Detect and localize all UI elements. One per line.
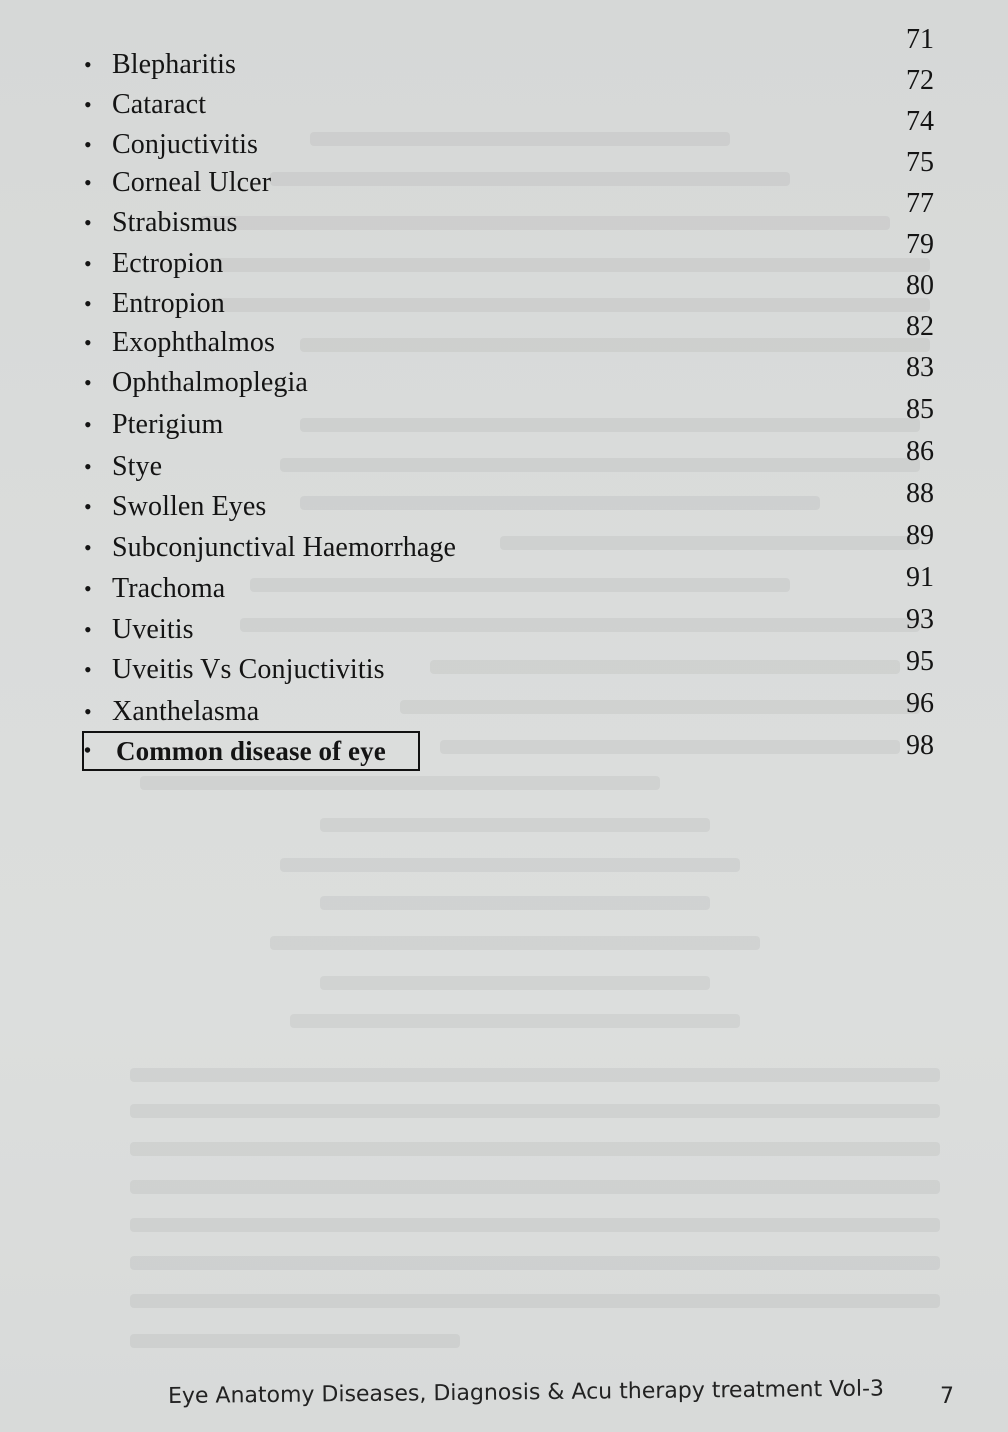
toc-page-number: 95 xyxy=(906,646,934,677)
toc-entry-cataract xyxy=(84,86,206,124)
bullet: • xyxy=(84,454,92,479)
bullet: • xyxy=(84,170,92,195)
toc-page-number: 88 xyxy=(906,478,934,509)
bullet: • xyxy=(84,52,92,77)
toc-entry-common-disease-of-eye xyxy=(82,731,420,771)
toc-entry-conjuctivitis xyxy=(84,126,258,164)
toc-entry-label: Ophthalmoplegia xyxy=(112,367,308,398)
footer-page-number: 7 xyxy=(940,1384,954,1409)
toc-entry-stye xyxy=(84,448,162,486)
toc-entry-strabismus xyxy=(84,204,237,242)
toc-page-number: 93 xyxy=(906,604,934,635)
toc-entry-label: Trachoma xyxy=(112,573,226,604)
toc-entry-label: Xanthelasma xyxy=(112,696,260,727)
bullet: • xyxy=(84,535,92,560)
toc-entry-label: Blepharitis xyxy=(112,49,236,80)
toc-page-number: 83 xyxy=(906,352,934,383)
bullet: • xyxy=(84,494,92,519)
toc-page-number: 82 xyxy=(906,311,934,342)
bullet: • xyxy=(84,740,92,762)
bullet: • xyxy=(84,210,92,235)
bullet: • xyxy=(84,576,92,601)
toc-entry-swollen-eyes xyxy=(84,488,266,526)
toc-page-number: 77 xyxy=(906,188,934,219)
bullet: • xyxy=(84,92,92,117)
toc-entry-trachoma xyxy=(84,570,225,608)
toc-entry-entropion xyxy=(84,285,225,323)
toc-entry-uveitis xyxy=(84,611,194,649)
toc-page-number: 72 xyxy=(906,65,934,96)
toc-entry-corneal-ulcer xyxy=(84,164,271,202)
toc-entry-label: Uveitis xyxy=(112,614,194,645)
bullet: • xyxy=(84,291,92,316)
bullet: • xyxy=(84,132,92,157)
toc-page-number: 71 xyxy=(906,24,934,55)
toc-entry-blepharitis xyxy=(84,46,236,84)
toc-page-number: 86 xyxy=(906,436,934,467)
bullet: • xyxy=(84,657,92,682)
toc-entry-exophthalmos xyxy=(84,324,275,362)
bullet: • xyxy=(84,699,92,724)
toc-entry-label: Swollen Eyes xyxy=(112,491,267,522)
toc-page-number: 96 xyxy=(906,688,934,719)
toc-entry-label: Stye xyxy=(112,451,163,482)
toc-entry-label: Uveitis Vs Conjuctivitis xyxy=(112,654,385,685)
toc-page-number: 98 xyxy=(906,730,934,761)
bullet: • xyxy=(84,330,92,355)
footer-book-title: Eye Anatomy Diseases, Diagnosis & Acu therapy treatment Vol-3 xyxy=(167,1376,885,1409)
toc-page-number: 75 xyxy=(906,147,934,178)
toc-entry-subconjunctival-haemorrhage xyxy=(84,529,456,567)
toc-entry-label: Exophthalmos xyxy=(112,327,275,358)
bullet: • xyxy=(84,412,92,437)
toc-entry-label: Ectropion xyxy=(112,248,224,279)
toc-entry-label: Pterigium xyxy=(112,409,224,440)
toc-entry-label: Strabismus xyxy=(112,207,238,238)
toc-page-number: 85 xyxy=(906,394,934,425)
toc-entry-label: Cataract xyxy=(112,89,207,120)
toc-page-number: 74 xyxy=(906,106,934,137)
toc-page-number: 79 xyxy=(906,229,934,260)
toc-page-number: 91 xyxy=(906,562,934,593)
bullet: • xyxy=(84,370,92,395)
toc-entry-pterigium xyxy=(84,406,223,444)
bullet: • xyxy=(84,251,92,276)
toc-entry-label: Common disease of eye xyxy=(116,735,386,766)
toc-entry-label: Corneal Ulcer xyxy=(112,167,272,198)
toc-entry-xanthelasma xyxy=(84,693,259,731)
toc-entry-ophthalmoplegia xyxy=(84,364,308,402)
bullet: • xyxy=(84,617,92,642)
toc-entry-label: Conjuctivitis xyxy=(112,129,258,160)
toc-entry-label: Entropion xyxy=(112,288,225,319)
toc-entry-uveitis-vs-conjuctivitis xyxy=(84,651,385,689)
toc-page-number: 80 xyxy=(906,270,934,301)
toc-page-number: 89 xyxy=(906,520,934,551)
toc-entry-label: Subconjunctival Haemorrhage xyxy=(112,532,457,563)
toc-entry-ectropion xyxy=(84,245,223,283)
